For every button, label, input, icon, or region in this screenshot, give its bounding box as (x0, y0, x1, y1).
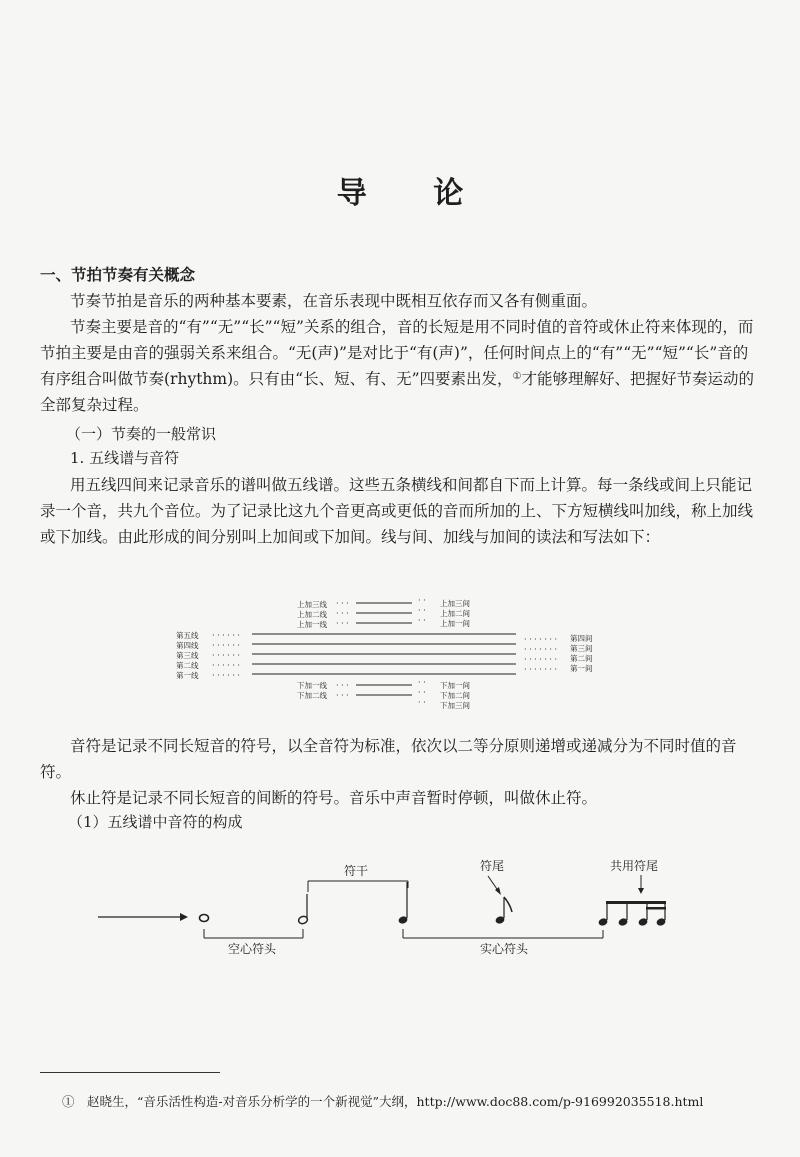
dots: · · (418, 616, 426, 625)
paragraph-1: 节奏节拍是音乐的两种基本要素，在音乐表现中既相互依存而又各有侧重面。 (70, 292, 598, 310)
dots: · · · · · · · (524, 635, 558, 644)
dots: · · · · · · (212, 631, 240, 640)
dots: · · (418, 606, 426, 615)
dots: · · · (336, 681, 349, 690)
dots: · · · · · · · (524, 665, 558, 674)
section-heading: 一、节拍节奏有关概念 (40, 266, 196, 284)
beam-label: 共用符尾 (610, 859, 659, 873)
line-label: 第二线 (176, 661, 199, 670)
space-label: 第一间 (570, 664, 593, 673)
dots: · · · · · · · (524, 645, 558, 654)
dots: · · (418, 678, 426, 687)
dots: · · · · · · · (524, 655, 558, 664)
ledger-space-label: 下加一间 (440, 681, 470, 690)
subheading-note-structure: （1）五线谱中音符的构成 (68, 813, 243, 831)
dots: · · · · · · (212, 641, 240, 650)
footnote-divider (40, 1072, 220, 1073)
lower-ledger-group (297, 678, 470, 710)
line-label: 第五线 (176, 631, 199, 640)
flag-label: 符尾 (480, 859, 505, 873)
dots: · · (418, 698, 426, 707)
ledger-space-label: 上加三间 (440, 599, 470, 608)
paragraph-2 (40, 314, 760, 418)
page-title: 导 论 (336, 176, 492, 211)
line-label: 第一线 (176, 671, 199, 680)
ledger-space-label: 上加二间 (440, 609, 470, 618)
stem-label: 符干 (344, 864, 369, 878)
ledger-label: 上加三线 (297, 600, 327, 609)
flag-icon (504, 897, 512, 912)
paragraph-4: 音符是记录不同长短音的符号，以全音符为标准，依次以二等分原则递增或递减分为不同时值的音符。 (40, 737, 737, 781)
ledger-label: 下加二线 (297, 691, 327, 700)
subheading-staff-notes: 1. 五线谱与音符 (70, 449, 180, 467)
hollow-head-label: 空心符头 (228, 942, 277, 956)
dots: · · · (336, 691, 349, 700)
paragraph-2-text: 节奏主要是音的“有”“无”“长”“短”关系的组合，音的长短是用不同时值的音符或休止符来体现的，而节拍主要是由音的强弱关系来组合。“无(声)”是对比于“有(声)”，任何时间点上的“有”“无”“短”“长”音的有序组合叫做节奏(rhythm)。只有由“长、短、有、无”四要素出发， (40, 318, 754, 388)
line-label: 第三线 (176, 651, 199, 660)
footnote: ① 赵晓生，“音乐活性构造-对音乐分析学的一个新视觉”大纲，http://www.doc88.com/p-916992035518.html (62, 1094, 704, 1109)
space-label: 第二间 (570, 654, 593, 663)
dots: · · · · · · (212, 661, 240, 670)
line-label: 第四线 (176, 641, 199, 650)
note-structure-diagram (90, 852, 710, 962)
dots: · · (418, 688, 426, 697)
ledger-label: 上加二线 (297, 610, 327, 619)
pointer-arrow-icon (638, 888, 644, 894)
dots: · · · (336, 619, 349, 628)
dots: · · (418, 596, 426, 605)
staff-diagram (160, 592, 610, 712)
arrow-head-icon (180, 913, 188, 921)
beamed-notes-icon (598, 901, 667, 927)
solid-head-label: 实心符头 (480, 942, 529, 956)
dots: · · · · · · (212, 651, 240, 660)
ledger-label: 下加一线 (297, 681, 327, 690)
ledger-space-label: 下加二间 (440, 691, 470, 700)
paragraph-5: 休止符是记录不同长短音的间断的符号。音乐中声音暂时停顿，叫做休止符。 (70, 789, 598, 807)
upper-ledger-group (297, 596, 470, 629)
dots: · · · (336, 599, 349, 608)
ledger-space-label: 上加一间 (440, 619, 470, 628)
space-label: 第四间 (570, 634, 593, 643)
footnote-ref[interactable]: ① (512, 371, 522, 382)
space-label: 第三间 (570, 644, 593, 653)
subheading-rhythm-basics: （一）节奏的一般常识 (66, 425, 217, 443)
whole-note-icon (200, 915, 209, 922)
dots: · · · (336, 609, 349, 618)
paragraph-2-tail: 才能够理解好、把握好节奏运动的全部复杂过程。 (40, 370, 754, 414)
ledger-space-label: 下加三间 (440, 701, 470, 710)
ledger-label: 上加一线 (297, 620, 327, 629)
paragraph-3: 用五线四间来记录音乐的谱叫做五线谱。这些五条横线和间都自下而上计算。每一条线或间上只能记录一个音，共九个音位。为了记录比这九个音更高或更低的音而所加的上、下方短横线叫加线，称上加线或下加线。由此形成的间分别叫上加间或下加间。线与间、加线与加间的读法和写法如下： (40, 476, 754, 546)
dots: · · · · · · (212, 671, 240, 680)
staff-group (176, 630, 593, 680)
